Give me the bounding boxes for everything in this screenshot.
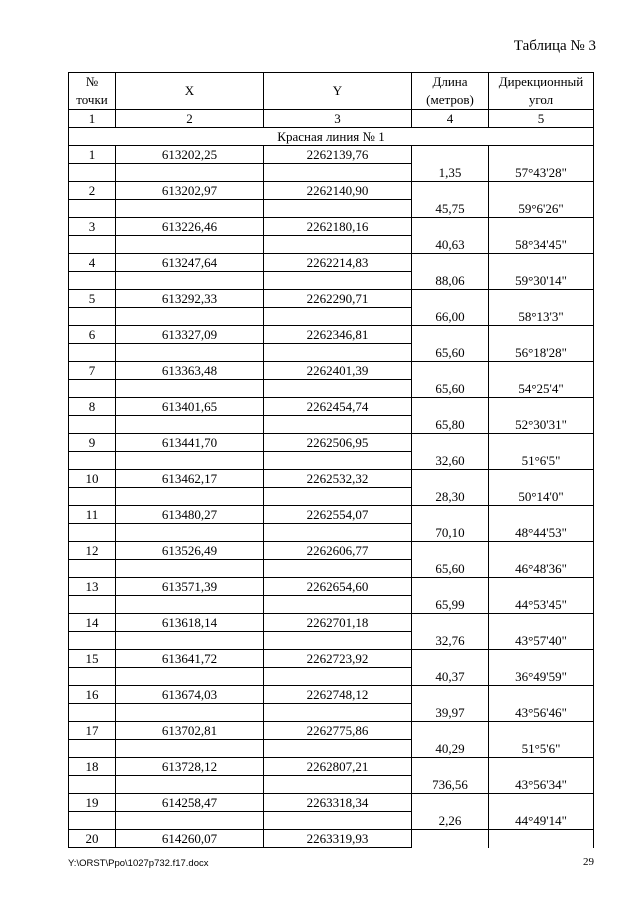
table-row-segment: [69, 452, 594, 470]
table-row-point: [69, 686, 594, 704]
segment-empty: [69, 236, 116, 254]
segment-empty: [69, 668, 116, 686]
point-x: 613327,09: [116, 326, 264, 344]
segment-length: 40,63: [412, 236, 489, 254]
length-empty: [412, 614, 489, 632]
table-row-point: [69, 578, 594, 596]
segment-length: 65,60: [412, 380, 489, 398]
angle-empty: [489, 398, 594, 416]
section-row: [69, 128, 594, 146]
point-number: 3: [69, 218, 116, 236]
point-number: 12: [69, 542, 116, 560]
segment-empty: [264, 524, 412, 542]
point-y: 2262775,86: [264, 722, 412, 740]
segment-empty: [69, 776, 116, 794]
segment-empty: [264, 632, 412, 650]
column-number-row: [69, 110, 594, 128]
table-row-segment: [69, 416, 594, 434]
segment-empty: [116, 776, 264, 794]
segment-empty: [264, 236, 412, 254]
table-row-point: [69, 830, 594, 848]
length-empty: [412, 722, 489, 740]
segment-length: 66,00: [412, 308, 489, 326]
segment-empty: [116, 488, 264, 506]
point-number: 7: [69, 362, 116, 380]
segment-empty: [116, 560, 264, 578]
table-row-segment: [69, 776, 594, 794]
point-y: 2263319,93: [264, 830, 412, 848]
page-number: 29: [583, 856, 594, 868]
segment-length: 65,99: [412, 596, 489, 614]
segment-empty: [264, 488, 412, 506]
angle-empty: [489, 506, 594, 524]
point-y: 2262180,16: [264, 218, 412, 236]
segment-empty: [264, 452, 412, 470]
table-row-point: [69, 218, 594, 236]
segment-angle: 58°34'45": [489, 236, 594, 254]
length-empty: [412, 362, 489, 380]
table-title: Таблица № 3: [513, 38, 596, 54]
column-number: 5: [489, 110, 594, 128]
segment-angle: 44°53'45": [489, 596, 594, 614]
segment-angle: 59°6'26": [489, 200, 594, 218]
point-x: 613641,72: [116, 650, 264, 668]
table-row-segment: [69, 344, 594, 362]
segment-empty: [69, 596, 116, 614]
header-length: [412, 73, 489, 110]
point-number: 5: [69, 290, 116, 308]
segment-empty: [69, 632, 116, 650]
table-row-point: [69, 794, 594, 812]
segment-empty: [116, 380, 264, 398]
column-number: 2: [116, 110, 264, 128]
point-y: 2262346,81: [264, 326, 412, 344]
segment-length: 1,35: [412, 164, 489, 182]
segment-empty: [264, 416, 412, 434]
angle-empty: [489, 722, 594, 740]
segment-length: 32,60: [412, 452, 489, 470]
point-x: 613526,49: [116, 542, 264, 560]
point-x: 613441,70: [116, 434, 264, 452]
column-number: 3: [264, 110, 412, 128]
point-x: 613363,48: [116, 362, 264, 380]
segment-empty: [116, 740, 264, 758]
segment-empty: [116, 596, 264, 614]
segment-empty: [264, 596, 412, 614]
table-row-segment: [69, 200, 594, 218]
table-row-point: [69, 290, 594, 308]
table-row-point: [69, 542, 594, 560]
point-number: 20: [69, 830, 116, 848]
length-empty: [412, 470, 489, 488]
angle-empty: [489, 470, 594, 488]
length-empty: [412, 146, 489, 164]
length-empty: [412, 686, 489, 704]
segment-angle: 57°43'28": [489, 164, 594, 182]
angle-empty: [489, 686, 594, 704]
point-y: 2262748,12: [264, 686, 412, 704]
point-y: 2262532,32: [264, 470, 412, 488]
angle-empty: [489, 362, 594, 380]
table-row-point: [69, 470, 594, 488]
segment-angle: 36°49'59": [489, 668, 594, 686]
point-number: 14: [69, 614, 116, 632]
segment-angle: 50°14'0": [489, 488, 594, 506]
point-y: 2262401,39: [264, 362, 412, 380]
segment-length: 28,30: [412, 488, 489, 506]
segment-empty: [116, 200, 264, 218]
table-row-segment: [69, 812, 594, 830]
point-y: 2262723,92: [264, 650, 412, 668]
point-number: 6: [69, 326, 116, 344]
point-x: 614260,07: [116, 830, 264, 848]
point-number: 4: [69, 254, 116, 272]
table-row-point: [69, 254, 594, 272]
point-x: 613226,46: [116, 218, 264, 236]
segment-empty: [264, 560, 412, 578]
point-number: 11: [69, 506, 116, 524]
table-row-point: [69, 758, 594, 776]
angle-empty: [489, 182, 594, 200]
point-y: 2262654,60: [264, 578, 412, 596]
header-direction-angle-text: Дирекционный угол: [498, 74, 584, 107]
point-x: 613674,03: [116, 686, 264, 704]
point-y: 2262214,83: [264, 254, 412, 272]
point-y: 2262554,07: [264, 506, 412, 524]
segment-angle: 48°44'53": [489, 524, 594, 542]
column-number: 1: [69, 110, 116, 128]
table-row-point: [69, 506, 594, 524]
point-number: 16: [69, 686, 116, 704]
segment-length: 65,60: [412, 344, 489, 362]
segment-empty: [116, 524, 264, 542]
length-empty: [412, 398, 489, 416]
length-empty: [412, 434, 489, 452]
segment-empty: [264, 272, 412, 290]
segment-length: 39,97: [412, 704, 489, 722]
table-row-point: [69, 398, 594, 416]
table-row-segment: [69, 236, 594, 254]
point-x: 613202,25: [116, 146, 264, 164]
segment-length: 2,26: [412, 812, 489, 830]
table-row-segment: [69, 632, 594, 650]
segment-empty: [264, 200, 412, 218]
length-empty: [412, 182, 489, 200]
coordinates-table: [68, 72, 594, 848]
segment-empty: [264, 164, 412, 182]
table-row-segment: [69, 596, 594, 614]
angle-empty: [489, 254, 594, 272]
segment-length: 88,06: [412, 272, 489, 290]
length-empty: [412, 794, 489, 812]
segment-empty: [69, 740, 116, 758]
segment-length: 40,29: [412, 740, 489, 758]
segment-angle: 59°30'14": [489, 272, 594, 290]
point-x: 613247,64: [116, 254, 264, 272]
header-point-number-text: № точки: [76, 74, 108, 107]
segment-empty: [69, 272, 116, 290]
segment-length: 736,56: [412, 776, 489, 794]
table-row-segment: [69, 488, 594, 506]
header-row: [69, 73, 594, 110]
segment-length: 65,60: [412, 560, 489, 578]
point-y: 2262506,95: [264, 434, 412, 452]
table-row-point: [69, 650, 594, 668]
segment-angle: 51°5'6": [489, 740, 594, 758]
point-x: 613401,65: [116, 398, 264, 416]
segment-angle: 43°56'46": [489, 704, 594, 722]
point-y: 2262807,21: [264, 758, 412, 776]
length-empty: [412, 650, 489, 668]
point-number: 10: [69, 470, 116, 488]
point-y: 2262701,18: [264, 614, 412, 632]
segment-empty: [116, 452, 264, 470]
segment-empty: [69, 416, 116, 434]
segment-empty: [264, 776, 412, 794]
table-row-segment: [69, 164, 594, 182]
segment-empty: [69, 380, 116, 398]
point-x: 613462,17: [116, 470, 264, 488]
angle-empty: [489, 830, 594, 848]
segment-empty: [264, 704, 412, 722]
segment-length: 70,10: [412, 524, 489, 542]
segment-empty: [69, 488, 116, 506]
table-row-segment: [69, 272, 594, 290]
point-number: 13: [69, 578, 116, 596]
angle-empty: [489, 146, 594, 164]
point-x: 614258,47: [116, 794, 264, 812]
angle-empty: [489, 650, 594, 668]
table-row-point: [69, 182, 594, 200]
segment-empty: [69, 344, 116, 362]
angle-empty: [489, 218, 594, 236]
length-empty: [412, 290, 489, 308]
table-row-segment: [69, 308, 594, 326]
segment-empty: [116, 632, 264, 650]
length-empty: [412, 254, 489, 272]
segment-angle: 46°48'36": [489, 560, 594, 578]
segment-empty: [116, 704, 264, 722]
segment-empty: [69, 560, 116, 578]
table-row-segment: [69, 560, 594, 578]
table-body: [69, 128, 594, 848]
segment-empty: [264, 308, 412, 326]
length-empty: [412, 830, 489, 848]
length-empty: [412, 578, 489, 596]
point-number: 19: [69, 794, 116, 812]
segment-angle: 56°18'28": [489, 344, 594, 362]
segment-empty: [116, 668, 264, 686]
column-number: 4: [412, 110, 489, 128]
point-y: 2262606,77: [264, 542, 412, 560]
point-y: 2262290,71: [264, 290, 412, 308]
segment-angle: 51°6'5": [489, 452, 594, 470]
segment-empty: [116, 308, 264, 326]
segment-length: 40,37: [412, 668, 489, 686]
angle-empty: [489, 326, 594, 344]
segment-empty: [116, 344, 264, 362]
table-row-segment: [69, 740, 594, 758]
length-empty: [412, 506, 489, 524]
table-row-point: [69, 614, 594, 632]
angle-empty: [489, 434, 594, 452]
segment-empty: [264, 668, 412, 686]
section-title: Красная линия № 1: [69, 128, 594, 146]
angle-empty: [489, 578, 594, 596]
point-x: 613480,27: [116, 506, 264, 524]
table-row-segment: [69, 380, 594, 398]
length-empty: [412, 542, 489, 560]
segment-angle: 44°49'14": [489, 812, 594, 830]
point-number: 15: [69, 650, 116, 668]
segment-empty: [116, 272, 264, 290]
point-number: 9: [69, 434, 116, 452]
segment-angle: 54°25'4": [489, 380, 594, 398]
table-row-point: [69, 722, 594, 740]
segment-empty: [69, 452, 116, 470]
angle-empty: [489, 794, 594, 812]
segment-angle: 52°30'31": [489, 416, 594, 434]
point-x: 613202,97: [116, 182, 264, 200]
header-y: Y: [264, 73, 412, 110]
angle-empty: [489, 542, 594, 560]
segment-empty: [69, 524, 116, 542]
table-row-segment: [69, 524, 594, 542]
segment-length: 32,76: [412, 632, 489, 650]
segment-empty: [69, 164, 116, 182]
point-number: 17: [69, 722, 116, 740]
header-point-number: [69, 73, 116, 110]
point-number: 2: [69, 182, 116, 200]
segment-empty: [116, 416, 264, 434]
length-empty: [412, 758, 489, 776]
point-number: 8: [69, 398, 116, 416]
point-x: 613702,81: [116, 722, 264, 740]
angle-empty: [489, 758, 594, 776]
segment-angle: 43°57'40": [489, 632, 594, 650]
angle-empty: [489, 290, 594, 308]
segment-length: 45,75: [412, 200, 489, 218]
table-row-point: [69, 146, 594, 164]
length-empty: [412, 218, 489, 236]
angle-empty: [489, 614, 594, 632]
segment-empty: [69, 308, 116, 326]
segment-empty: [264, 380, 412, 398]
footer-file-path: Y:\ORST\Ppo\1027p732.f17.docx: [68, 858, 209, 869]
segment-angle: 43°56'34": [489, 776, 594, 794]
segment-empty: [69, 704, 116, 722]
segment-empty: [116, 812, 264, 830]
point-y: 2262454,74: [264, 398, 412, 416]
segment-length: 65,80: [412, 416, 489, 434]
length-empty: [412, 326, 489, 344]
segment-angle: 58°13'3": [489, 308, 594, 326]
point-x: 613292,33: [116, 290, 264, 308]
point-x: 613618,14: [116, 614, 264, 632]
segment-empty: [116, 164, 264, 182]
point-x: 613728,12: [116, 758, 264, 776]
segment-empty: [264, 812, 412, 830]
header-x: X: [116, 73, 264, 110]
point-x: 613571,39: [116, 578, 264, 596]
point-number: 18: [69, 758, 116, 776]
header-direction-angle: [489, 73, 594, 110]
header-length-text: Длина (метров): [426, 74, 474, 107]
segment-empty: [69, 812, 116, 830]
table-row-segment: [69, 668, 594, 686]
point-y: 2263318,34: [264, 794, 412, 812]
table-row-point: [69, 362, 594, 380]
table-row-point: [69, 326, 594, 344]
segment-empty: [69, 200, 116, 218]
point-number: 1: [69, 146, 116, 164]
table-row-segment: [69, 704, 594, 722]
segment-empty: [264, 344, 412, 362]
segment-empty: [116, 236, 264, 254]
point-y: 2262140,90: [264, 182, 412, 200]
table-row-point: [69, 434, 594, 452]
point-y: 2262139,76: [264, 146, 412, 164]
segment-empty: [264, 740, 412, 758]
